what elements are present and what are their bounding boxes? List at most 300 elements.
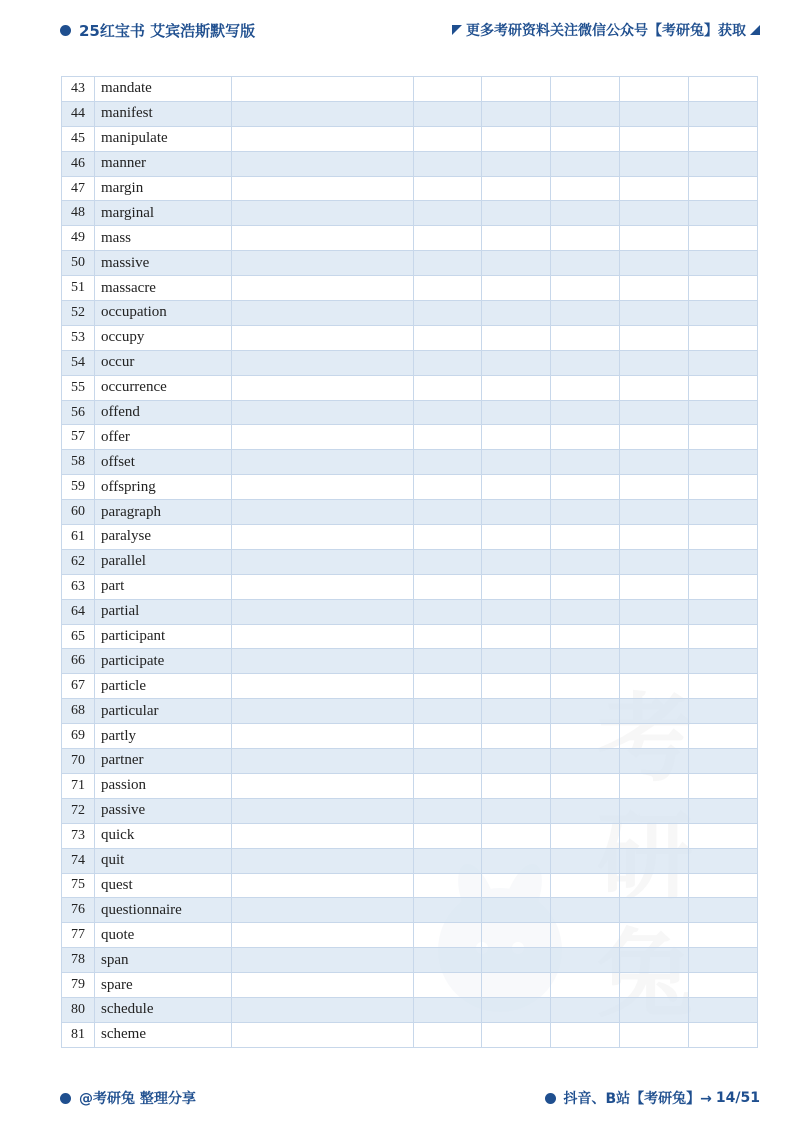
blank-dictation-cell[interactable] xyxy=(482,201,551,226)
row-number: 58 xyxy=(62,450,95,475)
blank-dictation-cell[interactable] xyxy=(620,251,689,276)
blank-dictation-cell[interactable] xyxy=(620,823,689,848)
word-cell: offend xyxy=(95,400,232,425)
blank-dictation-cell[interactable] xyxy=(482,948,551,973)
blank-dictation-cell[interactable] xyxy=(689,798,758,823)
blank-dictation-cell[interactable] xyxy=(414,948,482,973)
word-cell: passive xyxy=(95,798,232,823)
blank-dictation-cell[interactable] xyxy=(551,226,620,251)
page-header xyxy=(60,20,760,46)
blank-dictation-cell[interactable] xyxy=(551,798,620,823)
blank-dictation-cell[interactable] xyxy=(551,724,620,749)
blank-dictation-cell[interactable] xyxy=(414,973,482,998)
blank-dictation-cell[interactable] xyxy=(620,973,689,998)
blank-dictation-cell[interactable] xyxy=(232,873,414,898)
blank-dictation-cell[interactable] xyxy=(414,724,482,749)
blank-dictation-cell[interactable] xyxy=(689,425,758,450)
blank-dictation-cell[interactable] xyxy=(689,276,758,301)
document-title: 25红宝书 艾宾浩斯默写版 xyxy=(79,22,256,40)
header-right xyxy=(452,20,760,40)
blank-dictation-cell[interactable] xyxy=(689,500,758,525)
blank-dictation-cell[interactable] xyxy=(620,674,689,699)
blank-dictation-cell[interactable] xyxy=(620,649,689,674)
blank-dictation-cell[interactable] xyxy=(482,226,551,251)
table-row xyxy=(62,276,758,301)
table-row xyxy=(62,251,758,276)
blank-dictation-cell[interactable] xyxy=(620,773,689,798)
row-number: 67 xyxy=(62,674,95,699)
word-cell: quick xyxy=(95,823,232,848)
blank-dictation-cell[interactable] xyxy=(482,798,551,823)
blank-dictation-cell[interactable] xyxy=(482,873,551,898)
blank-dictation-cell[interactable] xyxy=(414,525,482,550)
blank-dictation-cell[interactable] xyxy=(689,350,758,375)
blank-dictation-cell[interactable] xyxy=(620,176,689,201)
table-row xyxy=(62,201,758,226)
blank-dictation-cell[interactable] xyxy=(232,848,414,873)
blank-dictation-cell[interactable] xyxy=(551,948,620,973)
blank-dictation-cell[interactable] xyxy=(232,151,414,176)
table-row xyxy=(62,798,758,823)
blank-dictation-cell[interactable] xyxy=(551,350,620,375)
blank-dictation-cell[interactable] xyxy=(482,126,551,151)
blank-dictation-cell[interactable] xyxy=(482,101,551,126)
blank-dictation-cell[interactable] xyxy=(620,475,689,500)
blank-dictation-cell[interactable] xyxy=(482,176,551,201)
blank-dictation-cell[interactable] xyxy=(414,400,482,425)
blank-dictation-cell[interactable] xyxy=(232,325,414,350)
word-cell: span xyxy=(95,948,232,973)
blank-dictation-cell[interactable] xyxy=(620,350,689,375)
blank-dictation-cell[interactable] xyxy=(232,350,414,375)
blank-dictation-cell[interactable] xyxy=(551,126,620,151)
blank-dictation-cell[interactable] xyxy=(482,574,551,599)
blank-dictation-cell[interactable] xyxy=(414,1022,482,1047)
blank-dictation-cell[interactable] xyxy=(232,450,414,475)
blank-dictation-cell[interactable] xyxy=(689,674,758,699)
blank-dictation-cell[interactable] xyxy=(482,749,551,774)
blank-dictation-cell[interactable] xyxy=(620,624,689,649)
blank-dictation-cell[interactable] xyxy=(482,674,551,699)
blank-dictation-cell[interactable] xyxy=(232,823,414,848)
blank-dictation-cell[interactable] xyxy=(414,798,482,823)
blank-dictation-cell[interactable] xyxy=(414,425,482,450)
blank-dictation-cell[interactable] xyxy=(482,77,551,102)
blank-dictation-cell[interactable] xyxy=(620,549,689,574)
blank-dictation-cell[interactable] xyxy=(551,375,620,400)
blank-dictation-cell[interactable] xyxy=(482,649,551,674)
blank-dictation-cell[interactable] xyxy=(620,525,689,550)
table-row xyxy=(62,699,758,724)
blank-dictation-cell[interactable] xyxy=(551,973,620,998)
blank-dictation-cell[interactable] xyxy=(689,176,758,201)
blank-dictation-cell[interactable] xyxy=(414,574,482,599)
blank-dictation-cell[interactable] xyxy=(232,176,414,201)
blank-dictation-cell[interactable] xyxy=(482,525,551,550)
blank-dictation-cell[interactable] xyxy=(620,749,689,774)
blank-dictation-cell[interactable] xyxy=(232,624,414,649)
blank-dictation-cell[interactable] xyxy=(551,599,620,624)
blank-dictation-cell[interactable] xyxy=(689,624,758,649)
blank-dictation-cell[interactable] xyxy=(689,923,758,948)
blank-dictation-cell[interactable] xyxy=(620,923,689,948)
blank-dictation-cell[interactable] xyxy=(232,699,414,724)
blank-dictation-cell[interactable] xyxy=(232,549,414,574)
blank-dictation-cell[interactable] xyxy=(232,749,414,774)
row-number: 71 xyxy=(62,773,95,798)
blank-dictation-cell[interactable] xyxy=(232,425,414,450)
footer-left xyxy=(60,1088,196,1108)
blank-dictation-cell[interactable] xyxy=(414,773,482,798)
bullet-dot-icon xyxy=(60,1093,71,1104)
footer-credit: @考研兔 整理分享 xyxy=(79,1091,196,1107)
word-cell: occupy xyxy=(95,325,232,350)
blank-dictation-cell[interactable] xyxy=(232,1022,414,1047)
blank-dictation-cell[interactable] xyxy=(232,375,414,400)
blank-dictation-cell[interactable] xyxy=(620,574,689,599)
blank-dictation-cell[interactable] xyxy=(414,325,482,350)
blank-dictation-cell[interactable] xyxy=(232,101,414,126)
blank-dictation-cell[interactable] xyxy=(689,77,758,102)
blank-dictation-cell[interactable] xyxy=(689,898,758,923)
blank-dictation-cell[interactable] xyxy=(689,599,758,624)
blank-dictation-cell[interactable] xyxy=(232,674,414,699)
blank-dictation-cell[interactable] xyxy=(414,126,482,151)
blank-dictation-cell[interactable] xyxy=(482,425,551,450)
blank-dictation-cell[interactable] xyxy=(232,948,414,973)
blank-dictation-cell[interactable] xyxy=(482,624,551,649)
row-number: 63 xyxy=(62,574,95,599)
blank-dictation-cell[interactable] xyxy=(620,873,689,898)
blank-dictation-cell[interactable] xyxy=(414,674,482,699)
blank-dictation-cell[interactable] xyxy=(232,798,414,823)
blank-dictation-cell[interactable] xyxy=(620,997,689,1022)
word-cell: quote xyxy=(95,923,232,948)
blank-dictation-cell[interactable] xyxy=(551,997,620,1022)
table-row xyxy=(62,400,758,425)
blank-dictation-cell[interactable] xyxy=(689,649,758,674)
blank-dictation-cell[interactable] xyxy=(620,301,689,326)
blank-dictation-cell[interactable] xyxy=(414,997,482,1022)
blank-dictation-cell[interactable] xyxy=(414,450,482,475)
blank-dictation-cell[interactable] xyxy=(689,699,758,724)
blank-dictation-cell[interactable] xyxy=(689,400,758,425)
blank-dictation-cell[interactable] xyxy=(689,873,758,898)
blank-dictation-cell[interactable] xyxy=(232,923,414,948)
word-cell: manifest xyxy=(95,101,232,126)
blank-dictation-cell[interactable] xyxy=(414,749,482,774)
blank-dictation-cell[interactable] xyxy=(482,549,551,574)
blank-dictation-cell[interactable] xyxy=(551,475,620,500)
blank-dictation-cell[interactable] xyxy=(482,276,551,301)
table-row xyxy=(62,848,758,873)
word-cell: mandate xyxy=(95,77,232,102)
blank-dictation-cell[interactable] xyxy=(689,749,758,774)
blank-dictation-cell[interactable] xyxy=(482,997,551,1022)
blank-dictation-cell[interactable] xyxy=(232,898,414,923)
blank-dictation-cell[interactable] xyxy=(482,301,551,326)
blank-dictation-cell[interactable] xyxy=(232,525,414,550)
table-row xyxy=(62,823,758,848)
blank-dictation-cell[interactable] xyxy=(689,201,758,226)
blank-dictation-cell[interactable] xyxy=(620,101,689,126)
table-row xyxy=(62,549,758,574)
blank-dictation-cell[interactable] xyxy=(482,823,551,848)
blank-dictation-cell[interactable] xyxy=(689,948,758,973)
blank-dictation-cell[interactable] xyxy=(414,898,482,923)
row-number: 65 xyxy=(62,624,95,649)
blank-dictation-cell[interactable] xyxy=(689,450,758,475)
blank-dictation-cell[interactable] xyxy=(482,599,551,624)
blank-dictation-cell[interactable] xyxy=(620,400,689,425)
blank-dictation-cell[interactable] xyxy=(232,276,414,301)
blank-dictation-cell[interactable] xyxy=(232,773,414,798)
blank-dictation-cell[interactable] xyxy=(414,549,482,574)
blank-dictation-cell[interactable] xyxy=(414,649,482,674)
blank-dictation-cell[interactable] xyxy=(620,325,689,350)
blank-dictation-cell[interactable] xyxy=(551,301,620,326)
blank-dictation-cell[interactable] xyxy=(689,226,758,251)
word-cell: partner xyxy=(95,749,232,774)
blank-dictation-cell[interactable] xyxy=(551,1022,620,1047)
blank-dictation-cell[interactable] xyxy=(620,375,689,400)
blank-dictation-cell[interactable] xyxy=(414,301,482,326)
table-row xyxy=(62,923,758,948)
blank-dictation-cell[interactable] xyxy=(414,350,482,375)
blank-dictation-cell[interactable] xyxy=(620,425,689,450)
blank-dictation-cell[interactable] xyxy=(232,500,414,525)
header-left xyxy=(60,20,255,41)
row-number: 72 xyxy=(62,798,95,823)
blank-dictation-cell[interactable] xyxy=(689,251,758,276)
blank-dictation-cell[interactable] xyxy=(689,101,758,126)
blank-dictation-cell[interactable] xyxy=(232,201,414,226)
blank-dictation-cell[interactable] xyxy=(689,773,758,798)
blank-dictation-cell[interactable] xyxy=(689,525,758,550)
blank-dictation-cell[interactable] xyxy=(482,400,551,425)
blank-dictation-cell[interactable] xyxy=(414,276,482,301)
blank-dictation-cell[interactable] xyxy=(551,176,620,201)
row-number: 46 xyxy=(62,151,95,176)
blank-dictation-cell[interactable] xyxy=(620,151,689,176)
word-cell: passion xyxy=(95,773,232,798)
blank-dictation-cell[interactable] xyxy=(551,151,620,176)
word-cell: occupation xyxy=(95,301,232,326)
blank-dictation-cell[interactable] xyxy=(551,425,620,450)
blank-dictation-cell[interactable] xyxy=(232,77,414,102)
blank-dictation-cell[interactable] xyxy=(551,500,620,525)
blank-dictation-cell[interactable] xyxy=(551,674,620,699)
blank-dictation-cell[interactable] xyxy=(414,923,482,948)
blank-dictation-cell[interactable] xyxy=(482,325,551,350)
blank-dictation-cell[interactable] xyxy=(232,973,414,998)
blank-dictation-cell[interactable] xyxy=(414,151,482,176)
blank-dictation-cell[interactable] xyxy=(620,724,689,749)
blank-dictation-cell[interactable] xyxy=(689,151,758,176)
blank-dictation-cell[interactable] xyxy=(414,375,482,400)
blank-dictation-cell[interactable] xyxy=(232,126,414,151)
blank-dictation-cell[interactable] xyxy=(414,848,482,873)
blank-dictation-cell[interactable] xyxy=(551,251,620,276)
blank-dictation-cell[interactable] xyxy=(551,450,620,475)
blank-dictation-cell[interactable] xyxy=(482,1022,551,1047)
blank-dictation-cell[interactable] xyxy=(620,798,689,823)
blank-dictation-cell[interactable] xyxy=(414,176,482,201)
blank-dictation-cell[interactable] xyxy=(551,923,620,948)
row-number: 44 xyxy=(62,101,95,126)
table-row xyxy=(62,301,758,326)
blank-dictation-cell[interactable] xyxy=(551,873,620,898)
footer-right xyxy=(545,1088,760,1108)
blank-dictation-cell[interactable] xyxy=(482,898,551,923)
table-row xyxy=(62,574,758,599)
blank-dictation-cell[interactable] xyxy=(482,773,551,798)
blank-dictation-cell[interactable] xyxy=(689,997,758,1022)
row-number: 52 xyxy=(62,301,95,326)
blank-dictation-cell[interactable] xyxy=(551,749,620,774)
blank-dictation-cell[interactable] xyxy=(232,599,414,624)
blank-dictation-cell[interactable] xyxy=(689,375,758,400)
blank-dictation-cell[interactable] xyxy=(232,226,414,251)
blank-dictation-cell[interactable] xyxy=(482,151,551,176)
row-number: 55 xyxy=(62,375,95,400)
blank-dictation-cell[interactable] xyxy=(232,997,414,1022)
blank-dictation-cell[interactable] xyxy=(482,923,551,948)
row-number: 49 xyxy=(62,226,95,251)
blank-dictation-cell[interactable] xyxy=(551,699,620,724)
blank-dictation-cell[interactable] xyxy=(620,1022,689,1047)
blank-dictation-cell[interactable] xyxy=(620,226,689,251)
blank-dictation-cell[interactable] xyxy=(551,101,620,126)
blank-dictation-cell[interactable] xyxy=(414,624,482,649)
table-row xyxy=(62,226,758,251)
blank-dictation-cell[interactable] xyxy=(689,574,758,599)
blank-dictation-cell[interactable] xyxy=(551,848,620,873)
blank-dictation-cell[interactable] xyxy=(482,699,551,724)
table-row xyxy=(62,176,758,201)
blank-dictation-cell[interactable] xyxy=(620,77,689,102)
blank-dictation-cell[interactable] xyxy=(551,624,620,649)
row-number: 69 xyxy=(62,724,95,749)
row-number: 56 xyxy=(62,400,95,425)
blank-dictation-cell[interactable] xyxy=(232,475,414,500)
blank-dictation-cell[interactable] xyxy=(689,475,758,500)
blank-dictation-cell[interactable] xyxy=(482,251,551,276)
vocabulary-table xyxy=(61,76,757,1048)
table-row xyxy=(62,525,758,550)
table-row xyxy=(62,450,758,475)
blank-dictation-cell[interactable] xyxy=(620,699,689,724)
blank-dictation-cell[interactable] xyxy=(414,475,482,500)
table-row xyxy=(62,475,758,500)
blank-dictation-cell[interactable] xyxy=(551,325,620,350)
blank-dictation-cell[interactable] xyxy=(620,201,689,226)
blank-dictation-cell[interactable] xyxy=(232,649,414,674)
word-cell: massive xyxy=(95,251,232,276)
blank-dictation-cell[interactable] xyxy=(414,873,482,898)
word-cell: offspring xyxy=(95,475,232,500)
blank-dictation-cell[interactable] xyxy=(482,350,551,375)
blank-dictation-cell[interactable] xyxy=(689,325,758,350)
blank-dictation-cell[interactable] xyxy=(551,77,620,102)
blank-dictation-cell[interactable] xyxy=(414,77,482,102)
blank-dictation-cell[interactable] xyxy=(232,400,414,425)
blank-dictation-cell[interactable] xyxy=(482,500,551,525)
word-cell: partial xyxy=(95,599,232,624)
blank-dictation-cell[interactable] xyxy=(551,649,620,674)
blank-dictation-cell[interactable] xyxy=(620,276,689,301)
blank-dictation-cell[interactable] xyxy=(620,500,689,525)
blank-dictation-cell[interactable] xyxy=(689,549,758,574)
blank-dictation-cell[interactable] xyxy=(551,400,620,425)
table-row xyxy=(62,724,758,749)
blank-dictation-cell[interactable] xyxy=(620,898,689,923)
blank-dictation-cell[interactable] xyxy=(232,251,414,276)
blank-dictation-cell[interactable] xyxy=(414,823,482,848)
blank-dictation-cell[interactable] xyxy=(414,201,482,226)
blank-dictation-cell[interactable] xyxy=(551,276,620,301)
blank-dictation-cell[interactable] xyxy=(689,301,758,326)
word-cell: manipulate xyxy=(95,126,232,151)
blank-dictation-cell[interactable] xyxy=(551,525,620,550)
blank-dictation-cell[interactable] xyxy=(689,1022,758,1047)
blank-dictation-cell[interactable] xyxy=(482,724,551,749)
blank-dictation-cell[interactable] xyxy=(232,301,414,326)
blank-dictation-cell[interactable] xyxy=(482,973,551,998)
blank-dictation-cell[interactable] xyxy=(482,475,551,500)
footer-social: 抖音、B站【考研兔】→ xyxy=(563,1091,712,1107)
blank-dictation-cell[interactable] xyxy=(414,699,482,724)
blank-dictation-cell[interactable] xyxy=(414,251,482,276)
blank-dictation-cell[interactable] xyxy=(620,450,689,475)
table-row xyxy=(62,126,758,151)
blank-dictation-cell[interactable] xyxy=(551,773,620,798)
blank-dictation-cell[interactable] xyxy=(689,848,758,873)
table-row xyxy=(62,350,758,375)
blank-dictation-cell[interactable] xyxy=(414,599,482,624)
table-row xyxy=(62,973,758,998)
row-number: 47 xyxy=(62,176,95,201)
blank-dictation-cell[interactable] xyxy=(620,948,689,973)
blank-dictation-cell[interactable] xyxy=(551,574,620,599)
blank-dictation-cell[interactable] xyxy=(620,848,689,873)
blank-dictation-cell[interactable] xyxy=(689,724,758,749)
blank-dictation-cell[interactable] xyxy=(620,599,689,624)
blank-dictation-cell[interactable] xyxy=(232,724,414,749)
word-cell: quest xyxy=(95,873,232,898)
blank-dictation-cell[interactable] xyxy=(620,126,689,151)
blank-dictation-cell[interactable] xyxy=(482,375,551,400)
blank-dictation-cell[interactable] xyxy=(414,500,482,525)
blank-dictation-cell[interactable] xyxy=(414,101,482,126)
blank-dictation-cell[interactable] xyxy=(482,450,551,475)
blank-dictation-cell[interactable] xyxy=(689,823,758,848)
blank-dictation-cell[interactable] xyxy=(689,973,758,998)
blank-dictation-cell[interactable] xyxy=(551,549,620,574)
row-number: 68 xyxy=(62,699,95,724)
table-row xyxy=(62,500,758,525)
blank-dictation-cell[interactable] xyxy=(689,126,758,151)
blank-dictation-cell[interactable] xyxy=(551,201,620,226)
blank-dictation-cell[interactable] xyxy=(551,823,620,848)
blank-dictation-cell[interactable] xyxy=(232,574,414,599)
row-number: 48 xyxy=(62,201,95,226)
blank-dictation-cell[interactable] xyxy=(414,226,482,251)
word-cell: occurrence xyxy=(95,375,232,400)
blank-dictation-cell[interactable] xyxy=(551,898,620,923)
table-row xyxy=(62,749,758,774)
blank-dictation-cell[interactable] xyxy=(482,848,551,873)
